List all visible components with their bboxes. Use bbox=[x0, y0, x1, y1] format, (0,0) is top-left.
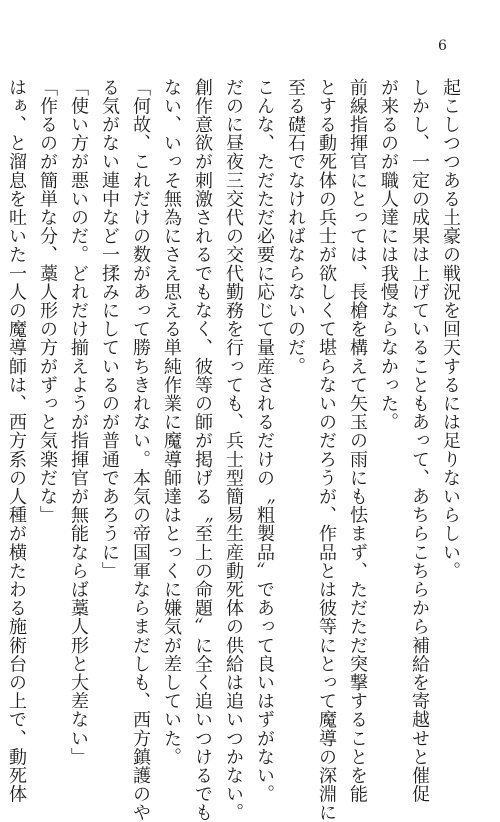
novel-body-text bbox=[6, 78, 466, 822]
text-line: る気がない連中など一揉みにしているのが普通であろうに」 bbox=[99, 78, 120, 581]
text-line: が来るのが職人達には我慢ならなかった。 bbox=[378, 78, 399, 432]
page-number: 6 bbox=[438, 38, 447, 54]
text-line: 「作るのが簡単な分、藁人形の方がずっと気楽だな」 bbox=[37, 78, 58, 525]
text-line: とする動死体の兵士が欲しくて堪らないのだろうが、作品とは彼等にとって魔導の深淵に bbox=[316, 78, 337, 822]
text-line: ない、いっそ無為にさえ思える単純作業に魔導師達はとっくに嫌気が差していた。 bbox=[161, 78, 182, 767]
text-line bbox=[0, 78, 1, 668]
text-line: こんな、ただただ必要に応じて量産されるだけの〝粗製品〟であって良いはずがない。 bbox=[254, 78, 275, 804]
text-line: だのに昼夜三交代の交代勤務を行っても、兵士型簡易生産動死体の供給は追いつかない。 bbox=[223, 78, 244, 822]
text-line: 起こしつつある土豪の戦況を回天するには足りないらしい。 bbox=[440, 78, 461, 581]
text-line: 「使い方が悪いのだ。どれだけ揃えようが指揮官が無能ならば藁人形と大差ない」 bbox=[68, 78, 89, 767]
text-line: はぁ、と溜息を吐いた一人の魔導師は、西方系の人種が横たわる施術台の上で、動死体 bbox=[6, 78, 27, 804]
text-line: 前線指揮官にとっては、長槍を構えて矢玉の雨にも怯まず、ただただ突撃することを能 bbox=[347, 78, 368, 804]
text-line: 創作意欲が刺激されるでもなく、彼等の師が掲げる〝至上の命題〟に全く追いつけるでも bbox=[192, 78, 213, 822]
text-line: 「何故、これだけの数があって勝ちきれない。本気の帝国軍ならまだしも、西方鎮護のや bbox=[130, 78, 151, 822]
text-line: しかし、一定の成果は上げていることもあって、あちらこちらから補給を寄越せと催促 bbox=[409, 78, 430, 804]
text-line: 至る礎石でなければならないのだ。 bbox=[285, 78, 306, 376]
